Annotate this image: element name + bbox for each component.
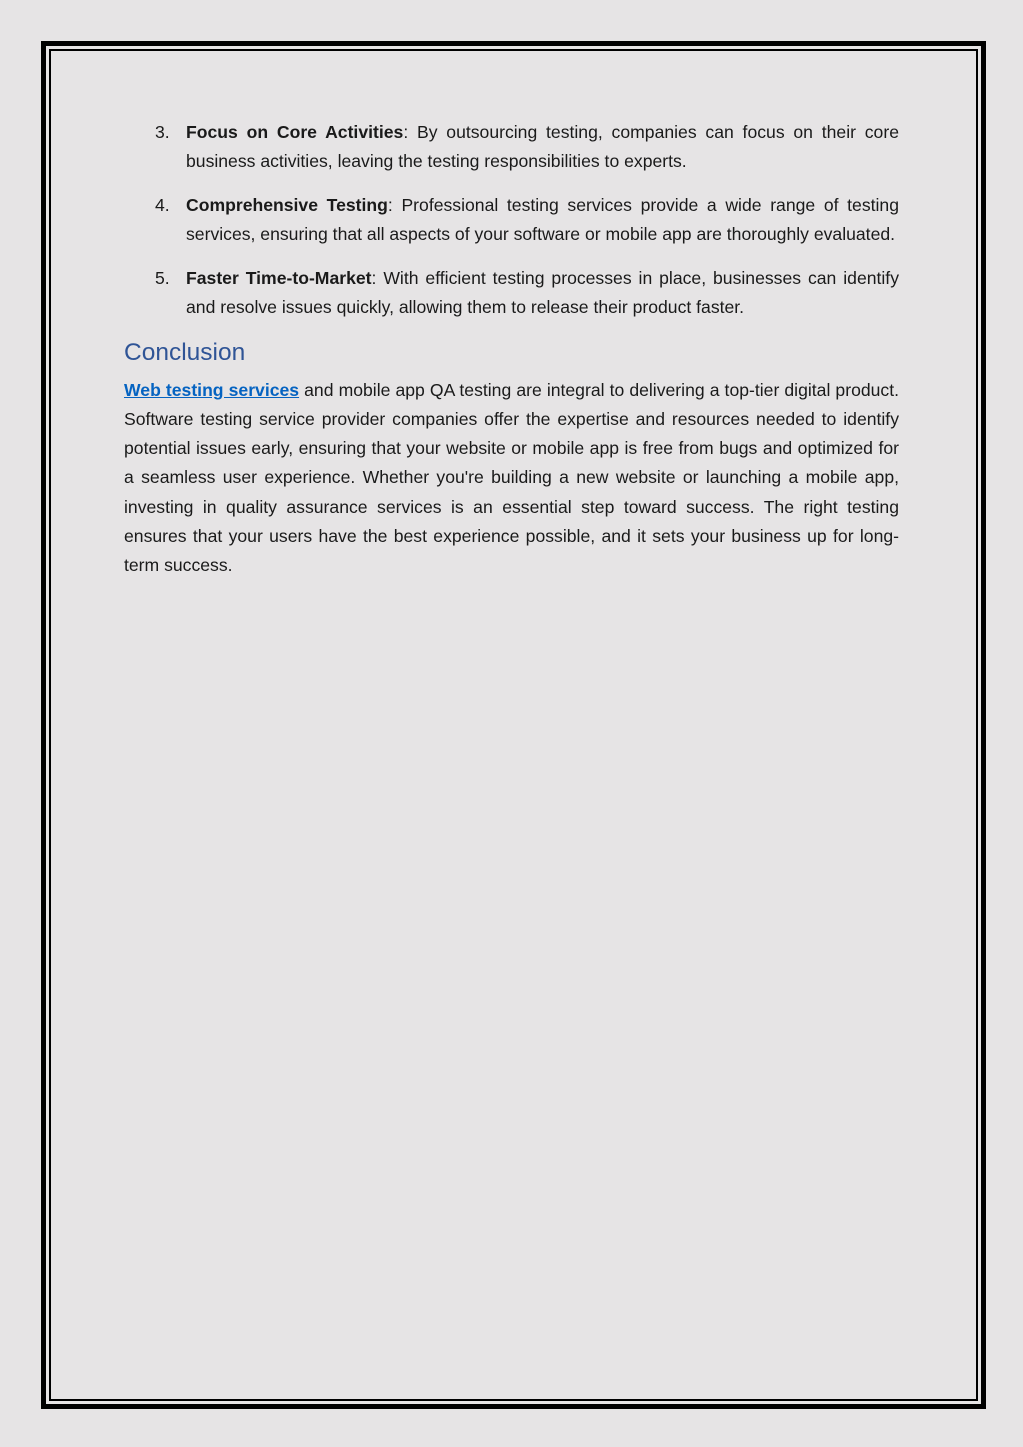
document-content <box>124 118 899 580</box>
list-item <box>124 118 899 176</box>
list-item <box>124 191 899 249</box>
list-item-number: 4. <box>155 194 170 215</box>
list-item-term: Faster Time-to-Market <box>186 267 372 288</box>
conclusion-heading: Conclusion <box>124 338 246 366</box>
benefits-list <box>124 118 899 322</box>
list-item-text: : With efficient testing processes in place, businesses can identify and resolve issues quickly, allowing them to release their product faster. <box>186 267 899 318</box>
list-item-term: Comprehensive Testing <box>186 194 388 215</box>
list-item-text: : Professional testing services provide a wide range of testing services, ensuring that all aspects of your software or mobile app are thoroughly evaluated. <box>186 194 899 245</box>
list-item-number: 3. <box>155 122 170 142</box>
conclusion-paragraph <box>124 376 899 580</box>
list-item <box>124 264 899 322</box>
list-item-text: : By outsourcing testing, companies can focus on their core business activities, leaving the testing responsibilities to experts. <box>186 122 899 172</box>
web-testing-services-link[interactable]: Web testing services <box>124 379 300 400</box>
list-item-term: Focus on Core Activities <box>186 122 404 142</box>
list-item-number: 5. <box>155 267 170 288</box>
conclusion-body-text: and mobile app QA testing are integral to delivering a top-tier digital product. Software testing service provider companies offer the expertise and resources needed to identify potential issues early, ensuring that your website or mobile app is free from bugs and optimized for a seamless user experience. Whether you're building a new website or launching a mobile app, investing in quality assurance services is an essential step toward success. The right testing ensures that your users have the best experience possible, and it sets your business up for long-term success. <box>124 379 899 575</box>
